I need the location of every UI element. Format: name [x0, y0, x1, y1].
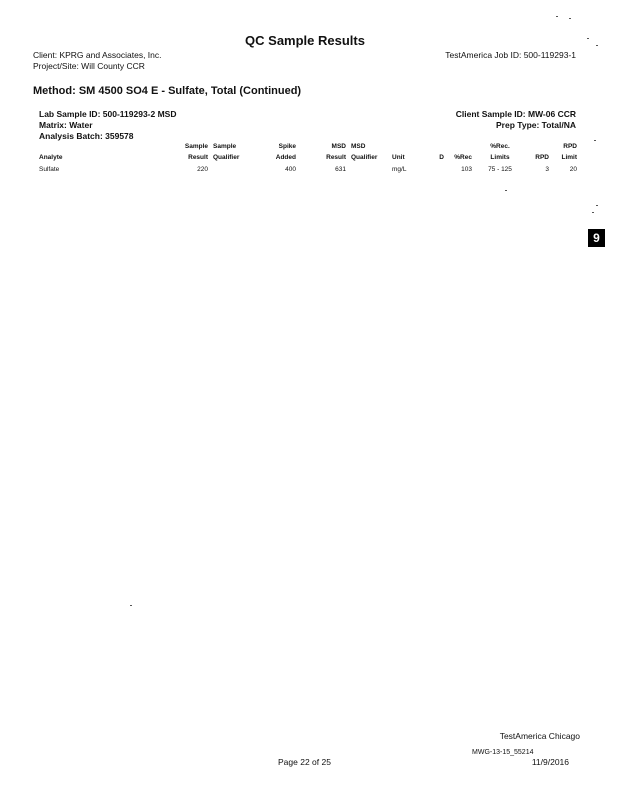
scan-speck	[592, 212, 594, 213]
lab-sample-id: Lab Sample ID: 500-119293-2 MSD	[39, 109, 177, 119]
scan-speck	[596, 45, 598, 46]
col-header-sample-qualifier: Qualifier	[213, 154, 240, 161]
footer-date: 11/9/2016	[531, 757, 569, 767]
cell-rec: 103	[461, 166, 472, 173]
col-header-msd-result-top: MSD	[331, 143, 346, 150]
footer-lab-name: TestAmerica Chicago	[499, 731, 580, 741]
cell-spike-added: 400	[285, 166, 296, 173]
col-header-sample-qualifier-top: Sample	[213, 143, 237, 150]
client-name: Client: KPRG and Associates, Inc.	[33, 50, 162, 60]
col-header-spike-added: Added	[275, 154, 296, 161]
prep-type: Prep Type: Total/NA	[496, 120, 576, 130]
col-header-d: D	[439, 154, 444, 161]
col-header-rpd: RPD	[535, 154, 549, 161]
cell-sample-result: 220	[197, 166, 208, 173]
scan-speck	[505, 190, 507, 191]
cell-unit: mg/L	[392, 166, 407, 173]
col-header-sample-result-top: Sample	[184, 143, 208, 150]
col-header-msd-result: Result	[326, 154, 346, 161]
cell-analyte: Sulfate	[39, 166, 60, 173]
scan-speck	[587, 38, 589, 39]
col-header-msd-qualifier-top: MSD	[351, 143, 366, 150]
scan-speck	[130, 605, 132, 606]
col-header-analyte: Analyte	[39, 154, 63, 161]
footer-doc-code: MWG-13-15_55214	[472, 749, 534, 756]
col-header-msd-qualifier: Qualifier	[351, 154, 378, 161]
col-header-rec-limits-top: %Rec.	[490, 143, 510, 150]
col-header-sample-result: Result	[188, 154, 208, 161]
cell-rpd: 3	[545, 166, 549, 173]
job-id: TestAmerica Job ID: 500-119293-1	[445, 50, 576, 60]
col-header-rec-limits: Limits	[490, 154, 510, 161]
col-header-unit: Unit	[392, 154, 405, 161]
scan-speck	[596, 205, 598, 206]
scan-speck	[594, 140, 596, 141]
cell-rec-limits: 75 - 125	[488, 166, 512, 173]
scan-speck	[556, 16, 558, 17]
client-sample-id: Client Sample ID: MW-06 CCR	[455, 109, 576, 119]
col-header-spike-added-top: Spike	[278, 143, 296, 150]
col-header-rec: %Rec	[454, 154, 472, 161]
analysis-batch: Analysis Batch: 359578	[39, 131, 134, 141]
scan-speck	[569, 18, 571, 19]
method-heading: Method: SM 4500 SO4 E - Sulfate, Total (Continued)	[33, 85, 302, 97]
project-site: Project/Site: Will County CCR	[33, 61, 145, 71]
cell-rpd-limit: 20	[569, 166, 577, 173]
col-header-rpd-limit: Limit	[561, 154, 577, 161]
cell-msd-result: 631	[335, 166, 346, 173]
col-header-rpd-limit-top: RPD	[563, 143, 577, 150]
footer-page-number: Page 22 of 25	[278, 757, 331, 767]
section-tab: 9	[588, 229, 605, 247]
page-title: QC Sample Results	[245, 33, 365, 48]
matrix: Matrix: Water	[39, 120, 93, 130]
